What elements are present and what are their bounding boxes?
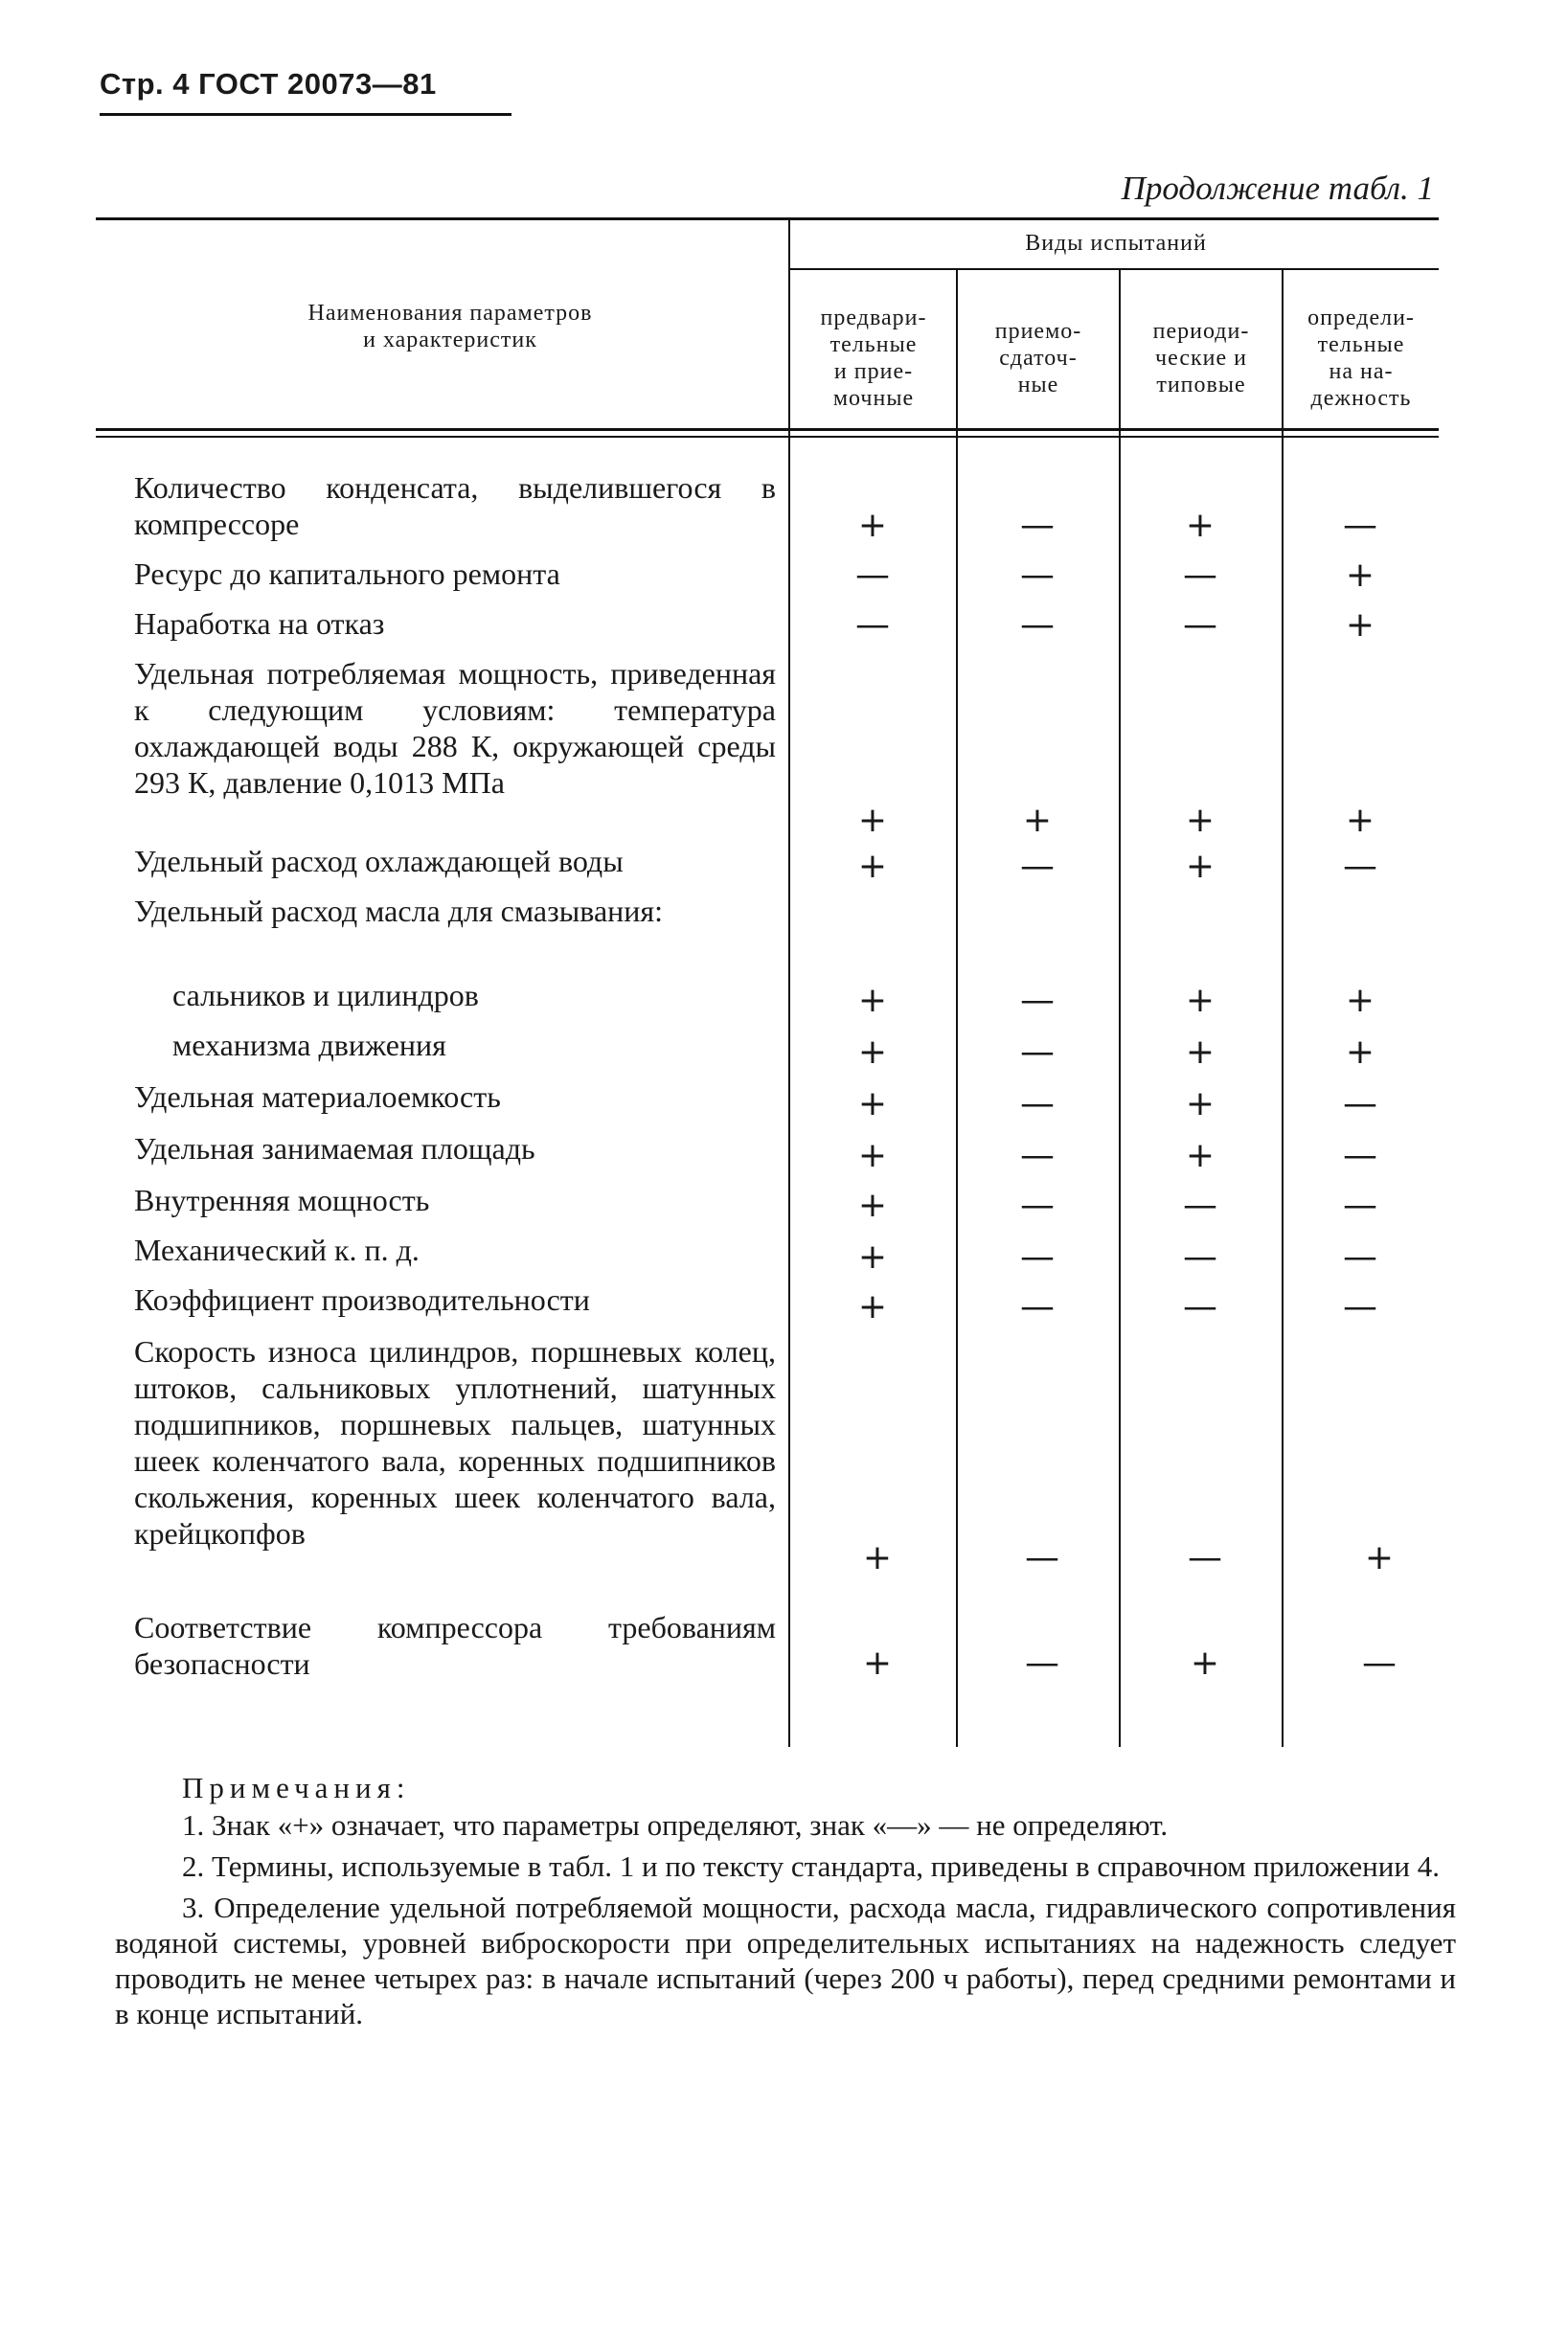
table-row-label: сальников и цилиндров: [172, 978, 479, 1012]
column-header-4: определи- тельные на на- дежность: [1307, 306, 1415, 411]
table-cell: —: [1343, 1084, 1377, 1123]
header-rule: [100, 113, 511, 116]
table-top-rule: [96, 217, 1439, 220]
table-cell: —: [1020, 1186, 1055, 1225]
table-cell: —: [1020, 847, 1055, 886]
notes-title: Примечания:: [182, 1771, 411, 1804]
table-row-label: Наработка на отказ: [134, 606, 385, 641]
table-cell: +: [1364, 1538, 1395, 1577]
header-bottom-rule: [96, 428, 1439, 431]
table-cell: —: [1343, 1287, 1377, 1326]
group-header-rule: [789, 268, 1439, 270]
table-cell: +: [1190, 1644, 1220, 1683]
table-cell: +: [1345, 981, 1375, 1020]
note-item: 2. Термины, используемые в табл. 1 и по тексту стандарта, приведены в справочном приложении 4.: [182, 1849, 1440, 1883]
table-cell: —: [1183, 1186, 1217, 1225]
table-cell: —: [1020, 555, 1055, 595]
table-row-label: Ресурс до капитального ремонта: [134, 556, 560, 591]
table-cell: —: [1020, 605, 1055, 645]
column-header-1: предвари- тельные и прие- мочные: [820, 306, 927, 411]
table-cell: —: [1343, 1237, 1377, 1277]
table-cell: +: [1185, 801, 1216, 840]
table-cell: —: [1183, 1287, 1217, 1326]
group-header: Виды испытаний: [1025, 231, 1207, 256]
table-cell: —: [1020, 1237, 1055, 1277]
table-cell: —: [1020, 1032, 1055, 1072]
table-cell: +: [857, 847, 888, 886]
table-cell: —: [1343, 1186, 1377, 1225]
table-cell: —: [1343, 847, 1377, 886]
table-row-label: Внутренняя мощность: [134, 1183, 430, 1217]
table-cell: —: [1362, 1644, 1397, 1683]
table-row-label: Удельная материалоемкость: [134, 1079, 501, 1114]
table-cell: +: [857, 1084, 888, 1123]
page-header: Стр. 4 ГОСТ 20073—81: [100, 67, 437, 101]
table-cell: —: [1025, 1538, 1059, 1577]
table-cell: +: [1185, 506, 1216, 545]
table-cell: —: [1343, 506, 1377, 545]
table-cell: +: [857, 981, 888, 1020]
table-row-label: Скорость износа цилиндров, поршневых колец, штоков, сальниковых уплотнений, шатунных подшипников, поршневых пальцев, шатунных шеек коленчатого вала, коренных подшипников скольжения, коренных шеек коленчатого вала, крейцкопфов: [134, 1334, 776, 1551]
table-cell: +: [1345, 555, 1375, 595]
notes: [115, 1770, 1456, 2037]
table-cell: —: [1020, 1084, 1055, 1123]
table-cell: +: [1185, 1084, 1216, 1123]
table-row-label: Соответствие компрессора требованиям безопасности: [134, 1610, 776, 1681]
note-item: 3. Определение удельной потребляемой мощности, расхода масла, гидравлического сопротивления водяной системы, уровней виброскорости при определительных испытаниях на надежность следует проводить не менее четырех раз: в начале испытаний (через 200 ч работы), перед средними ремонтами и в конце испытаний.: [115, 1891, 1456, 2030]
table-cell: —: [855, 555, 890, 595]
table-cell: +: [862, 1538, 893, 1577]
table-cell: —: [1020, 1287, 1055, 1326]
table-row-label: Удельная занимаемая площадь: [134, 1131, 535, 1166]
table-row-label: Количество конденсата, выделившегося в компрессоре: [134, 470, 776, 541]
table-cell: —: [855, 605, 890, 645]
table-continuation-label: Продолжение табл. 1: [1121, 170, 1434, 207]
table-row-label: Механический к. п. д.: [134, 1233, 420, 1267]
table-cell: +: [1345, 1032, 1375, 1072]
table-cell: +: [857, 1032, 888, 1072]
table-cell: +: [857, 801, 888, 840]
table-cell: —: [1188, 1538, 1222, 1577]
table-row-group-label: Удельный расход масла для смазывания:: [134, 894, 663, 928]
table-cell: —: [1020, 1136, 1055, 1175]
column-header-3: периоди- ческие и типовые: [1152, 319, 1250, 397]
table-cell: +: [857, 1237, 888, 1277]
table-cell: +: [1185, 981, 1216, 1020]
table-cell: +: [857, 1287, 888, 1326]
table-cell: —: [1020, 981, 1055, 1020]
table-cell: +: [1185, 1032, 1216, 1072]
column-divider-3: [1119, 270, 1121, 1747]
note-item: 1. Знак «+» означает, что параметры определяют, знак «—» — не определяют.: [182, 1808, 1169, 1842]
column-header-2: приемо- сдаточ- ные: [994, 319, 1082, 397]
column-divider-4: [1282, 270, 1284, 1747]
table-cell: —: [1025, 1644, 1059, 1683]
table-row-label: Коэффициент производительности: [134, 1282, 590, 1317]
table-row-label: механизма движения: [172, 1028, 446, 1062]
table-cell: +: [1185, 1136, 1216, 1175]
table-cell: +: [1185, 847, 1216, 886]
table-cell: +: [862, 1644, 893, 1683]
header-bottom-rule-2: [96, 436, 1439, 438]
table-cell: +: [857, 1186, 888, 1225]
column-divider-2: [956, 270, 958, 1747]
table-cell: —: [1183, 605, 1217, 645]
table-cell: +: [857, 1136, 888, 1175]
table-cell: +: [1345, 605, 1375, 645]
table-cell: —: [1183, 1237, 1217, 1277]
table-cell: —: [1183, 555, 1217, 595]
param-header: Наименования параметров и характеристик: [307, 301, 593, 352]
table-cell: —: [1020, 506, 1055, 545]
table-cell: +: [1345, 801, 1375, 840]
table-cell: +: [857, 506, 888, 545]
column-divider-1: [788, 219, 790, 1747]
table-row-label: Удельный расход охлаждающей воды: [134, 844, 624, 878]
table-cell: —: [1343, 1136, 1377, 1175]
table-row-label: Удельная потребляемая мощность, приведенная к следующим условиям: температура охлаждающей воды 288 К, окружающей среды 293 К, давление 0,1013 МПа: [134, 656, 776, 800]
table-cell: +: [1022, 801, 1053, 840]
